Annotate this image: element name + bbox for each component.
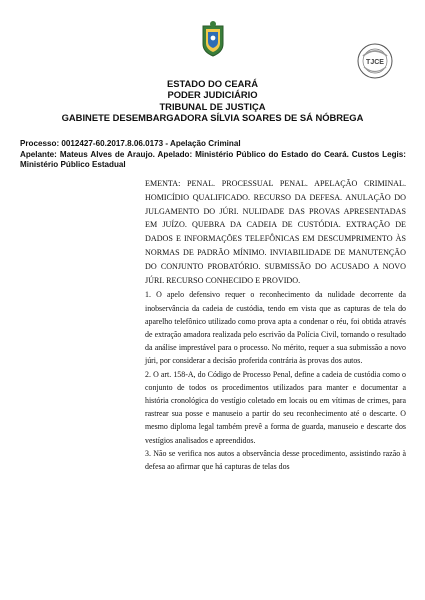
- tjce-seal-icon: [356, 42, 394, 80]
- case-process-line: Processo: 0012427-60.2017.8.06.0173 - Apelação Criminal: [20, 139, 241, 148]
- court-header: [0, 78, 425, 124]
- decision-body: [145, 177, 406, 473]
- paragraph-3: 3. Não se verifica nos autos a observância desse procedimento, assistindo razão à defesa ao afirmar que há capturas de telas dos: [145, 448, 406, 472]
- header-state: ESTADO DO CEARÁ: [167, 78, 258, 89]
- header-branch: PODER JUDICIÁRIO: [167, 89, 258, 101]
- header-court: TRIBUNAL DE JUSTIÇA: [159, 100, 266, 112]
- ementa-text: EMENTA: PENAL. PROCESSUAL PENAL. APELAÇÃO CRIMINAL. HOMICÍDIO QUALIFICADO. RECURSO DA DEFESA. ANULAÇÃO DO JULGAMENTO DO JÚRI. NULIDADE DAS PROVAS APRESENTADAS EM JUÍZO. QUEBRA DA CADEIA DE CUSTÓDIA. EXTRAÇÃO DE DADOS E INFORMAÇÕES TELEFÔNICAS EM DESCUMPRIMENTO ÀS NORMAS DE PADRÃO MÍNIMO. INVIABILIDADE DE MANUTENÇÃO DO CONJUNTO PROBATÓRIO. SUBMISSÃO DO ACUSADO A NOVO JÚRI. RECURSO CONHECIDO E PROVIDO.: [145, 179, 406, 285]
- paragraph-1: 1. O apelo defensivo requer o reconhecimento da nulidade decorrente da inobservância da cadeia de custódia, tendo em vista que as capturas de tela do aparelho telefônico utilizado como prova apta a condenar o réu, foi obtida através de extração amadora realizada pelo escrivão da Polícia Civil, tornando o resultado da análise imprestável para o processo. No mérito, requer a sua submissão a novo júri, por considerar a decisão proferida contrária às provas dos autos.: [145, 290, 406, 366]
- case-parties-line: Apelante: Mateus Alves de Araujo. Apelado: Ministério Público do Estado do Ceará. Custos Legis: Ministério Público Estadual: [20, 149, 406, 169]
- svg-text:TJCE: TJCE: [366, 59, 384, 66]
- case-info: [20, 139, 406, 171]
- paragraph-2: 2. O art. 158-A, do Código de Processo Penal, define a cadeia de custódia como o conjunto de todos os procedimentos utilizados para manter e documentar a história cronológica do vestígio coletado em locais ou em vítimas de crimes, para rastrear sua posse e manuseio a partir do seu reconhecimento até o descarte. O mesmo diploma legal também prevê a forma de guarda, manuseio e descarte dos vestígios analisados e apreendidos.: [145, 369, 406, 445]
- state-coat-of-arms-icon: [199, 20, 227, 58]
- header-office: GABINETE DESEMBARGADORA SÍLVIA SOARES DE SÁ NÓBREGA: [61, 112, 364, 124]
